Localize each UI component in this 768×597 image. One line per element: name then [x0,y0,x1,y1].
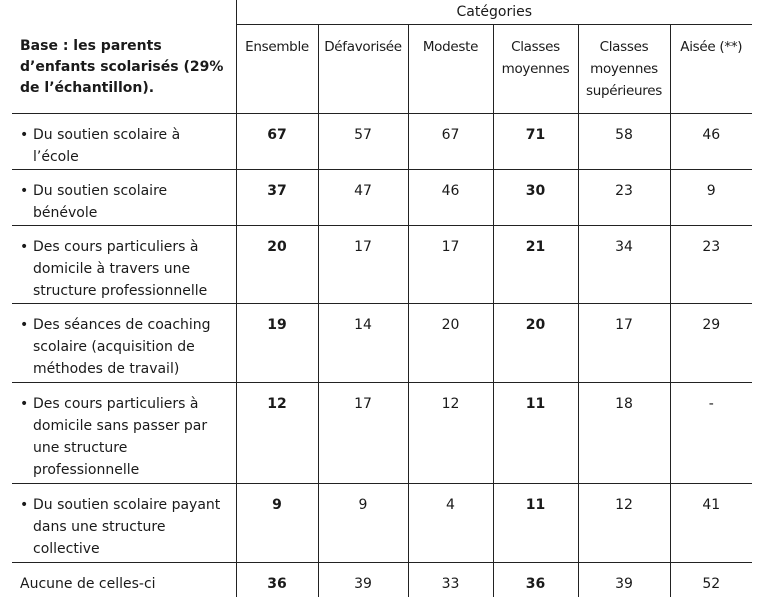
cell-defavorisee: 39 [318,563,408,597]
column-header-row [12,25,752,114]
row-label [12,563,236,597]
column-header-classes-moyennes-superieures: Classes moyennes supérieures [578,25,670,114]
cell-aisee: - [670,383,752,484]
cell-ensemble: 36 [236,563,318,597]
row-label-text: Du soutien scolaire payant dans une structure collective [33,494,223,560]
table-row [12,563,752,597]
cell-classes-moyennes: 21 [493,226,578,304]
cell-modeste: 4 [408,484,493,563]
cell-classes-moyennes: 11 [493,484,578,563]
row-label [12,226,236,304]
table-row [12,383,752,484]
bullet-glyph: • [20,124,33,146]
bullet-glyph: • [20,236,33,258]
cell-defavorisee: 57 [318,114,408,170]
cell-defavorisee: 9 [318,484,408,563]
row-label-text: Du soutien scolaire à l’école [33,124,223,168]
cell-modeste: 33 [408,563,493,597]
row-label-text: Du soutien scolaire bénévole [33,180,223,224]
row-label-text: Aucune de celles-ci [20,573,220,595]
cell-classes-moyennes-superieures: 58 [578,114,670,170]
cell-classes-moyennes: 11 [493,383,578,484]
cell-modeste: 20 [408,304,493,383]
cell-defavorisee: 17 [318,226,408,304]
cell-classes-moyennes-superieures: 12 [578,484,670,563]
row-label [12,170,236,226]
bullet-glyph: • [20,393,33,415]
base-label: Base : les parents d’enfants scolarisés (29% de l’échantillon). [12,25,236,114]
categories-title: Catégories [236,0,752,25]
cell-defavorisee: 47 [318,170,408,226]
cell-modeste: 17 [408,226,493,304]
row-label [12,114,236,170]
bullet-glyph: • [20,494,33,516]
column-header-classes-moyennes: Classes moyennes [493,25,578,114]
row-label [12,383,236,484]
row-label-text: Des cours particuliers à domicile à travers une structure professionnelle [33,236,223,302]
survey-table [12,0,752,597]
row-label [12,484,236,563]
cell-ensemble: 37 [236,170,318,226]
cell-ensemble: 19 [236,304,318,383]
column-header-modeste: Modeste [408,25,493,114]
cell-aisee: 29 [670,304,752,383]
table-row [12,114,752,170]
cell-aisee: 9 [670,170,752,226]
cell-ensemble: 20 [236,226,318,304]
bullet-glyph: • [20,180,33,202]
column-header-aisee: Aisée (**) [670,25,752,114]
category-header-row [12,0,752,25]
cell-modeste: 46 [408,170,493,226]
row-label-text: Des séances de coaching scolaire (acquisition de méthodes de travail) [33,314,223,380]
cell-classes-moyennes: 36 [493,563,578,597]
cell-classes-moyennes: 30 [493,170,578,226]
cell-classes-moyennes-superieures: 17 [578,304,670,383]
cell-modeste: 67 [408,114,493,170]
corner-cell [12,0,236,25]
cell-classes-moyennes-superieures: 23 [578,170,670,226]
cell-classes-moyennes-superieures: 34 [578,226,670,304]
cell-aisee: 23 [670,226,752,304]
cell-aisee: 46 [670,114,752,170]
cell-classes-moyennes: 20 [493,304,578,383]
cell-classes-moyennes-superieures: 18 [578,383,670,484]
cell-ensemble: 9 [236,484,318,563]
table-row [12,226,752,304]
cell-classes-moyennes: 71 [493,114,578,170]
row-label-text: Des cours particuliers à domicile sans passer par une structure professionnelle [33,393,223,481]
table-row [12,484,752,563]
table-row [12,170,752,226]
cell-defavorisee: 14 [318,304,408,383]
row-label [12,304,236,383]
table-row [12,304,752,383]
column-header-ensemble: Ensemble [236,25,318,114]
cell-classes-moyennes-superieures: 39 [578,563,670,597]
cell-ensemble: 12 [236,383,318,484]
cell-defavorisee: 17 [318,383,408,484]
bullet-glyph: • [20,314,33,336]
column-header-defavorisee: Défavorisée [318,25,408,114]
cell-aisee: 41 [670,484,752,563]
cell-modeste: 12 [408,383,493,484]
cell-aisee: 52 [670,563,752,597]
cell-ensemble: 67 [236,114,318,170]
